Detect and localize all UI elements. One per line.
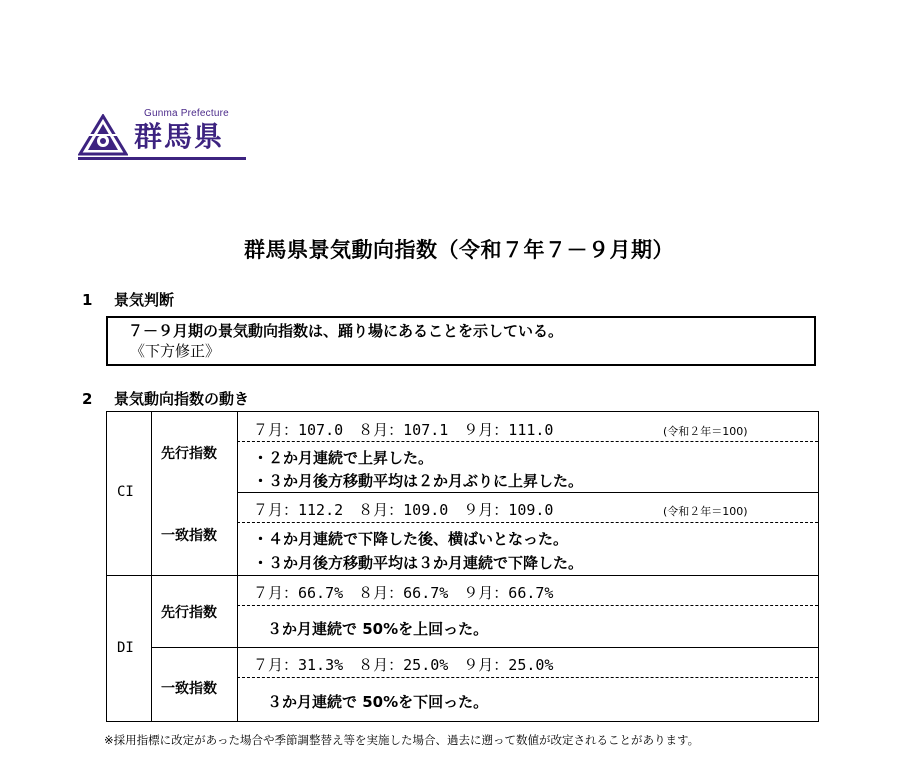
table-dashed-divider [237,605,818,606]
ci-label: CI [117,484,134,500]
table-dashed-divider [237,677,818,678]
table-divider [237,492,818,493]
gunma-emblem-icon [78,114,128,158]
judgement-main: ７－９月期の景気動向指数は、踊り場にあることを示している。 [128,322,564,340]
table-divider [151,647,818,648]
di-label: DI [117,640,134,656]
logo-name: 群馬県 [134,120,225,153]
prefecture-logo [78,108,248,160]
ci-coincident-line2: ・３か月後方移動平均は３か月連続で下降した。 [253,554,584,572]
ci-leading-line2: ・３か月後方移動平均は２か月ぶりに上昇した。 [253,472,584,490]
di-coincident-values: ７月：31.3% ８月：25.0% ９月：25.0% [253,656,554,674]
di-leading-values: ７月：66.7% ８月：66.7% ９月：66.7% [253,584,554,602]
footnote: ※採用指標に改定があった場合や季節調整替え等を実施した場合、過去に遡って数値が改定されることがあります。 [104,733,700,747]
page-title: 群馬県景気動向指数（令和７年７－９月期） [244,238,674,262]
ci-coincident-values: ７月：112.2 ８月：109.0 ９月：109.0 [253,501,554,519]
judgement-box [106,316,816,366]
ci-coincident-base: (令和２年＝100) [663,505,748,518]
section-1-title: 景気判断 [114,291,175,309]
di-coincident-label: 一致指数 [161,681,217,697]
ci-leading-base: (令和２年＝100) [663,425,748,438]
ci-coincident-line1: ・４か月連続で下降した後、横ばいとなった。 [253,530,569,548]
ci-leading-line1: ・２か月連続で上昇した。 [253,449,434,467]
ci-coincident-label: 一致指数 [161,528,217,544]
table-divider [107,575,818,576]
logo-caption: Gunma Prefecture [144,108,229,119]
di-leading-label: 先行指数 [161,605,217,621]
section-2-number: 2 [82,390,93,408]
judgement-sub: 《下方修正》 [130,342,221,360]
section-2-heading [82,388,249,409]
logo-underline [78,157,246,160]
section-1-heading [82,289,174,310]
ci-leading-label: 先行指数 [161,446,217,462]
section-1-number: 1 [82,291,93,309]
table-divider [151,412,152,721]
index-table [106,411,819,722]
section-2-title: 景気動向指数の動き [114,390,250,408]
di-coincident-line1: ３か月連続で 50%を下回った。 [267,693,489,711]
table-dashed-divider [237,522,818,523]
di-leading-line1: ３か月連続で 50%を上回った。 [267,620,489,638]
ci-leading-values: ７月：107.0 ８月：107.1 ９月：111.0 [253,421,554,439]
table-divider [237,412,238,721]
table-dashed-divider [237,441,818,442]
